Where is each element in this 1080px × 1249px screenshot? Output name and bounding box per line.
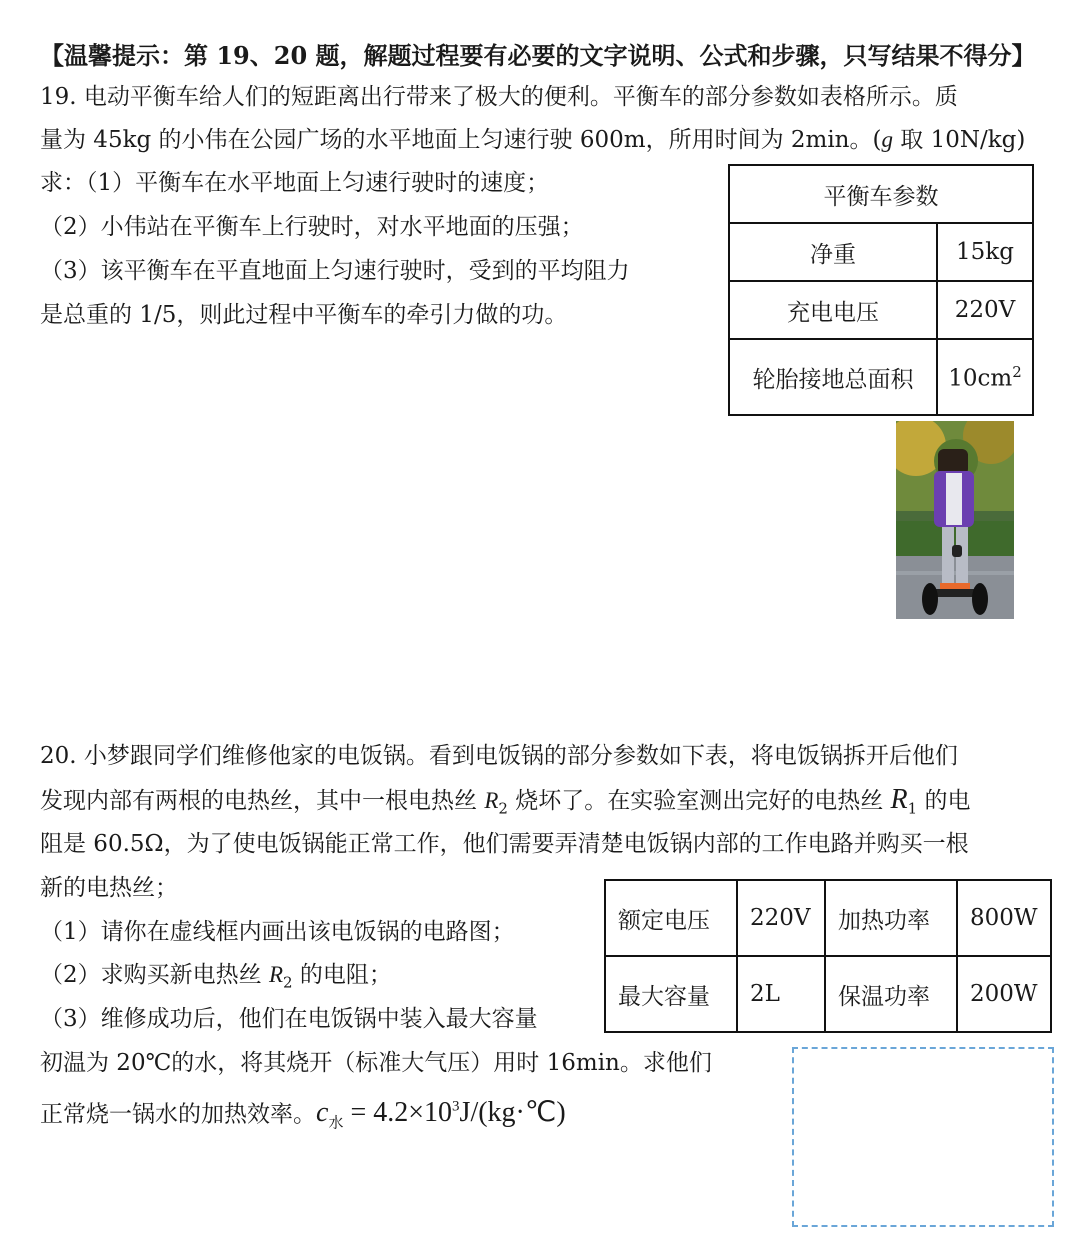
- table-row: 净重 15kg: [729, 223, 1033, 281]
- q20-line-4: 新的电热丝；: [40, 875, 178, 901]
- q19-line-5: （3）该平衡车在平直地面上匀速行驶时，受到的平均阻力: [40, 258, 630, 284]
- circuit-diagram-answer-box[interactable]: [792, 1047, 1054, 1227]
- q20-line-8: 初温为 20℃的水，将其烧开（标准大气压）用时 16min。求他们: [40, 1050, 712, 1076]
- q19-line-3: 求：（1）平衡车在水平地面上匀速行驶时的速度；: [40, 170, 550, 196]
- table-row: 额定电压 220V 加热功率 800W: [605, 880, 1051, 956]
- q20-line-5: （1）请你在虚线框内画出该电饭锅的电路图；: [40, 919, 515, 945]
- table-row: 充电电压 220V: [729, 281, 1033, 339]
- q19-line-4: （2）小伟站在平衡车上行驶时，对水平地面的压强；: [40, 214, 584, 240]
- q20-line-2: 发现内部有两根的电热丝，其中一根电热丝 $R_2$ 烧坏了。在实验室测出完好的电热丝 $R_1$ 的电: [40, 784, 971, 818]
- q20-line-9: 正常烧一锅水的加热效率。$c_水$ = $4.2\times 10^3J/(kg\cdot℃)$: [40, 1097, 566, 1132]
- table-title: 平衡车参数: [729, 165, 1033, 223]
- table-row: 最大容量 2L 保温功率 200W: [605, 956, 1051, 1032]
- q19-line-6: 是总重的 1/5，则此过程中平衡车的牵引力做的功。: [40, 302, 568, 328]
- q20-line-7: （3）维修成功后，他们在电饭锅中装入最大容量: [40, 1006, 538, 1032]
- notice-banner: 【温馨提示：第 19、20 题，解题过程要有必要的文字说明、公式和步骤，只写结果不得分】: [40, 41, 1036, 70]
- q19-line-1: 19. 电动平衡车给人们的短距离出行带来了极大的便利。平衡车的部分参数如表格所示。质: [40, 84, 958, 110]
- specific-heat-formula: $c_水$ = $4.2\times 10^3J/(kg\cdot℃)$: [316, 1097, 566, 1132]
- balance-car-params-table: [728, 164, 1034, 416]
- balance-car-photo: [896, 421, 1014, 619]
- q19-line-2: 量为 45kg 的小伟在公园广场的水平地面上匀速行驶 600m，所用时间为 2min。(g 取 10N/kg): [40, 127, 1026, 153]
- table-row: 轮胎接地总面积 $10cm^2$: [729, 339, 1033, 415]
- q20-line-6: （2）求购买新电热丝 $R_2$ 的电阻；: [40, 962, 392, 992]
- rice-cooker-params-table: [604, 879, 1052, 1033]
- q20-line-3: 阻是 60.5Ω，为了使电饭锅能正常工作，他们需要弄清楚电饭锅内部的工作电路并购买一根: [40, 831, 969, 857]
- q20-line-1: 20. 小梦跟同学们维修他家的电饭锅。看到电饭锅的部分参数如下表，将电饭锅拆开后他们: [40, 743, 958, 769]
